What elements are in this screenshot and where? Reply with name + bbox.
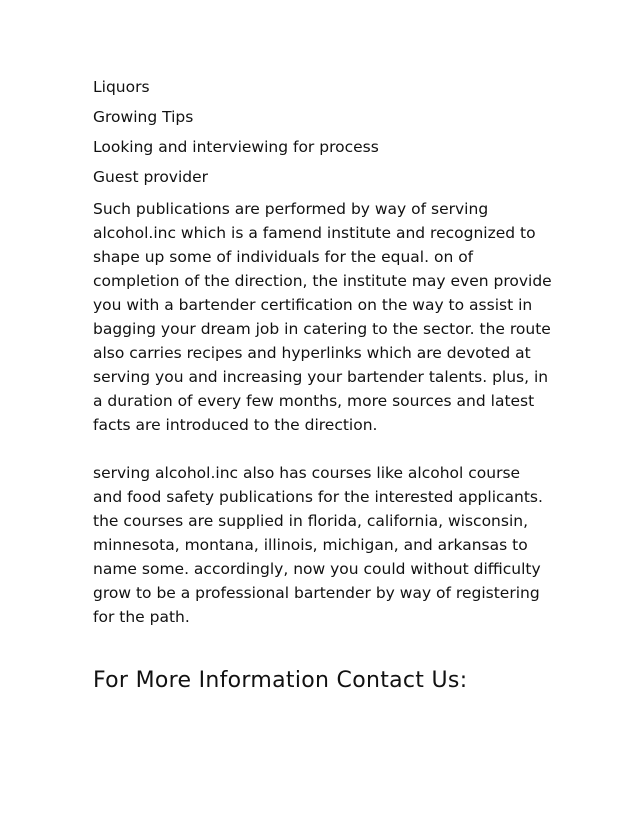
contact-heading: For More Information Contact Us: xyxy=(93,668,468,693)
list-item-growing-tips: Growing Tips xyxy=(93,108,194,126)
document-page xyxy=(93,77,563,695)
list-item-interviewing: Looking and interviewing for process xyxy=(93,138,379,156)
list-item-guest-provider: Guest provider xyxy=(93,168,209,186)
list-item-liquors: Liquors xyxy=(93,78,150,96)
body-paragraph-1: Such publications are performed by way of serving alcohol.inc which is a famend institute and recognized to shape up some of individuals for the equal. on of completion of the direction, the institute may even provide you with a bartender certification on the way to assist in bagging your dream job in catering to the sector. the route also carries recipes and hyperlinks which are devoted at serving you and increasing your bartender talents. plus, in a duration of every few months, more sources and latest facts are introduced to the direction. xyxy=(93,200,552,434)
body-paragraph-2: serving alcohol.inc also has courses like alcohol course and food safety publications for the interested applicants. the courses are supplied in florida, california, wisconsin, minnesota, montana, illinois, michigan, and arkansas to name some. accordingly, now you could without difficulty grow to be a professional bartender by way of registering for the path. xyxy=(93,464,543,626)
